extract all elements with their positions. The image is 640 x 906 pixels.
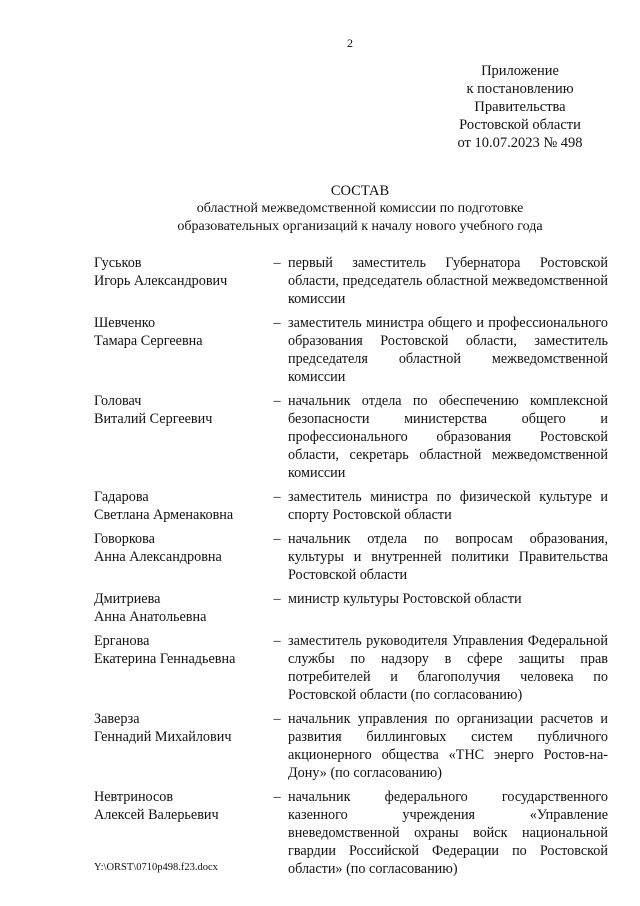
member-role: министр культуры Ростовской области	[288, 591, 522, 607]
member-name	[94, 590, 266, 626]
member-surname: Головач	[94, 393, 142, 409]
member-surname: Гадарова	[94, 489, 149, 505]
member-dash: –	[273, 255, 281, 271]
member-row	[94, 530, 608, 584]
members-list	[94, 254, 608, 884]
appendix-line: Правительства	[474, 99, 566, 115]
document-title	[0, 182, 640, 236]
member-name	[94, 488, 266, 524]
member-role: заместитель министра по физической культуре и спорту Ростовской области	[288, 489, 608, 523]
member-surname: Ерганова	[94, 633, 150, 649]
member-role: заместитель министра общего и профессионального образования Ростовской области, заместитель председателя областной межведомственной комиссии	[288, 315, 608, 385]
member-dash: –	[273, 711, 281, 727]
member-given-names: Анна Александровна	[94, 549, 222, 565]
member-name	[94, 314, 266, 350]
member-name	[94, 632, 266, 668]
member-dash: –	[273, 393, 281, 409]
member-row	[94, 632, 608, 704]
member-role: заместитель руководителя Управления Федеральной службы по надзору в сфере защиты прав потребителей и благополучия человека по Ростовской области (по согласованию)	[288, 633, 608, 703]
member-row	[94, 488, 608, 524]
member-role: начальник отдела по обеспечению комплексной безопасности министерства общего и профессионального образования Ростовской области, секретарь областной межведомственной комиссии	[288, 393, 608, 481]
member-given-names: Геннадий Михайлович	[94, 729, 232, 745]
title-line: областной межведомственной комиссии по подготовке	[196, 201, 524, 216]
member-dash: –	[273, 633, 281, 649]
member-name	[94, 710, 266, 746]
member-dash: –	[273, 591, 281, 607]
member-dash: –	[273, 315, 281, 331]
member-name	[94, 392, 266, 428]
member-name	[94, 530, 266, 566]
member-surname: Говоркова	[94, 531, 155, 547]
title-heading: СОСТАВ	[330, 183, 390, 199]
member-row	[94, 710, 608, 782]
member-surname: Шевченко	[94, 315, 156, 331]
member-role: первый заместитель Губернатора Ростовской области, председатель областной межведомственной комиссии	[288, 255, 608, 307]
member-given-names: Виталий Сергеевич	[94, 411, 213, 427]
file-path-footer: Y:\ORST\0710p498.f23.docx	[94, 862, 218, 873]
member-given-names: Алексей Валерьевич	[94, 807, 219, 823]
member-dash: –	[273, 531, 281, 547]
member-row	[94, 590, 608, 626]
member-given-names: Екатерина Геннадьевна	[94, 651, 236, 667]
member-role: начальник отдела по вопросам образования, культуры и внутренней политики Правительства Ростовской области	[288, 531, 608, 583]
member-surname: Заверза	[94, 711, 140, 727]
appendix-line: Ростовской области	[459, 117, 581, 133]
member-row	[94, 254, 608, 308]
appendix-block	[440, 62, 600, 152]
member-surname: Невтриносов	[94, 789, 174, 805]
member-given-names: Тамара Сергеевна	[94, 333, 203, 349]
page-number: 2	[347, 36, 353, 50]
member-role: начальник управления по организации расчетов и развития биллинговых систем публичного акционерного общества «ТНС энерго Ростов-на-Дону» (по согласованию)	[288, 711, 608, 781]
member-name	[94, 788, 266, 824]
appendix-line: от 10.07.2023 № 498	[457, 135, 583, 151]
title-line: образовательных организаций к началу нового учебного года	[177, 219, 543, 234]
appendix-line: к постановлению	[466, 81, 574, 97]
member-role: начальник федерального государственного казенного учреждения «Управление вневедомственной охраны войск национальной гвардии Российской Федерации по Ростовской области» (по согласованию)	[288, 789, 608, 877]
member-given-names: Игорь Александрович	[94, 273, 228, 289]
appendix-line: Приложение	[481, 63, 559, 79]
member-row	[94, 314, 608, 386]
member-surname: Дмитриева	[94, 591, 161, 607]
member-name	[94, 254, 266, 290]
member-row	[94, 392, 608, 482]
member-dash: –	[273, 789, 281, 805]
member-dash: –	[273, 489, 281, 505]
member-surname: Гуськов	[94, 255, 142, 271]
member-given-names: Анна Анатольевна	[94, 609, 207, 625]
member-given-names: Светлана Арменаковна	[94, 507, 234, 523]
